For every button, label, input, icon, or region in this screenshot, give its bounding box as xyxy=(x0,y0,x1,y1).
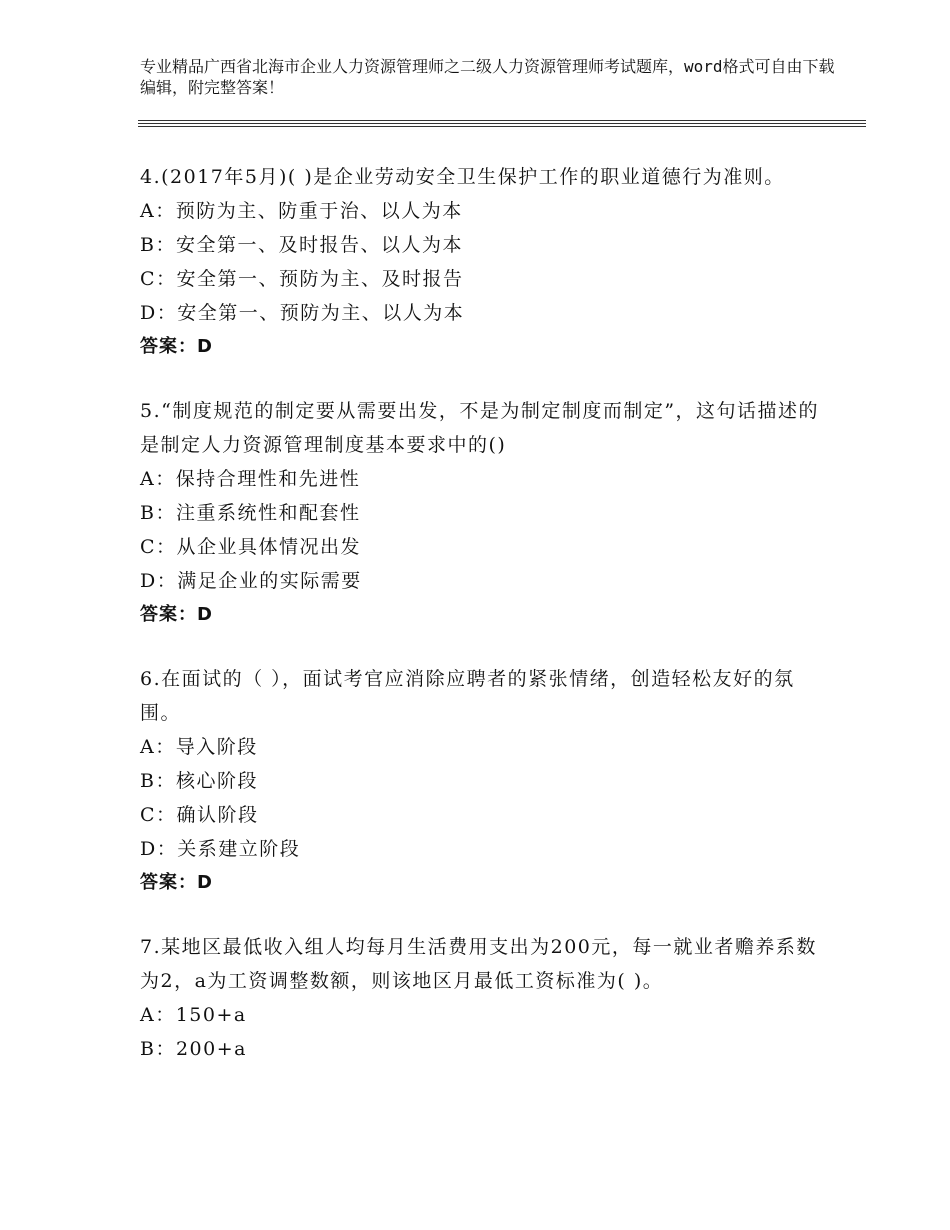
answer-label: 答案：D xyxy=(140,336,213,357)
option-a: A：150+a xyxy=(140,1004,247,1026)
option-b: B：安全第一、及时报告、以人为本 xyxy=(140,234,463,256)
header-rule-line xyxy=(138,126,866,127)
document-header: 专业精品广西省北海市企业人力资源管理师之二级人力资源管理师考试题库，word格式可自由下载编辑，附完整答案！ xyxy=(140,57,835,97)
question-stem: 6.在面试的（ ），面试考官应消除应聘者的紧张情绪，创造轻松友好的氛围。 xyxy=(140,668,795,724)
question-stem: 5.“制度规范的制定要从需要出发，不是为制定制度而制定”，这句话描述的是制定人力资源管理制度基本要求中的() xyxy=(140,400,820,456)
option-c: C：确认阶段 xyxy=(140,804,259,826)
option-c: C：从企业具体情况出发 xyxy=(140,536,362,558)
header-rule-line xyxy=(138,123,866,124)
question-5 xyxy=(140,394,820,632)
question-list xyxy=(140,160,820,1096)
option-c: C：安全第一、预防为主、及时报告 xyxy=(140,268,464,290)
question-stem: 4.(2017年5月)( )是企业劳动安全卫生保护工作的职业道德行为准则。 xyxy=(140,166,785,188)
question-4 xyxy=(140,160,820,364)
option-a: A：预防为主、防重于治、以人为本 xyxy=(140,200,463,222)
option-a: A：导入阶段 xyxy=(140,736,258,758)
option-b: B：核心阶段 xyxy=(140,770,258,792)
header-rule-line xyxy=(138,120,866,121)
option-d: D：安全第一、预防为主、以人为本 xyxy=(140,302,465,324)
question-6 xyxy=(140,662,820,900)
option-d: D：关系建立阶段 xyxy=(140,838,301,860)
answer-label: 答案：D xyxy=(140,872,213,893)
question-7 xyxy=(140,930,820,1066)
option-a: A：保持合理性和先进性 xyxy=(140,468,361,490)
option-b: B：注重系统性和配套性 xyxy=(140,502,361,524)
answer-label: 答案：D xyxy=(140,604,213,625)
option-b: B：200+a xyxy=(140,1038,247,1060)
question-stem: 7.某地区最低收入组人均每月生活费用支出为200元，每一就业者赡养系数为2，a为工资调整数额，则该地区月最低工资标准为( )。 xyxy=(140,936,817,992)
option-d: D：满足企业的实际需要 xyxy=(140,570,362,592)
